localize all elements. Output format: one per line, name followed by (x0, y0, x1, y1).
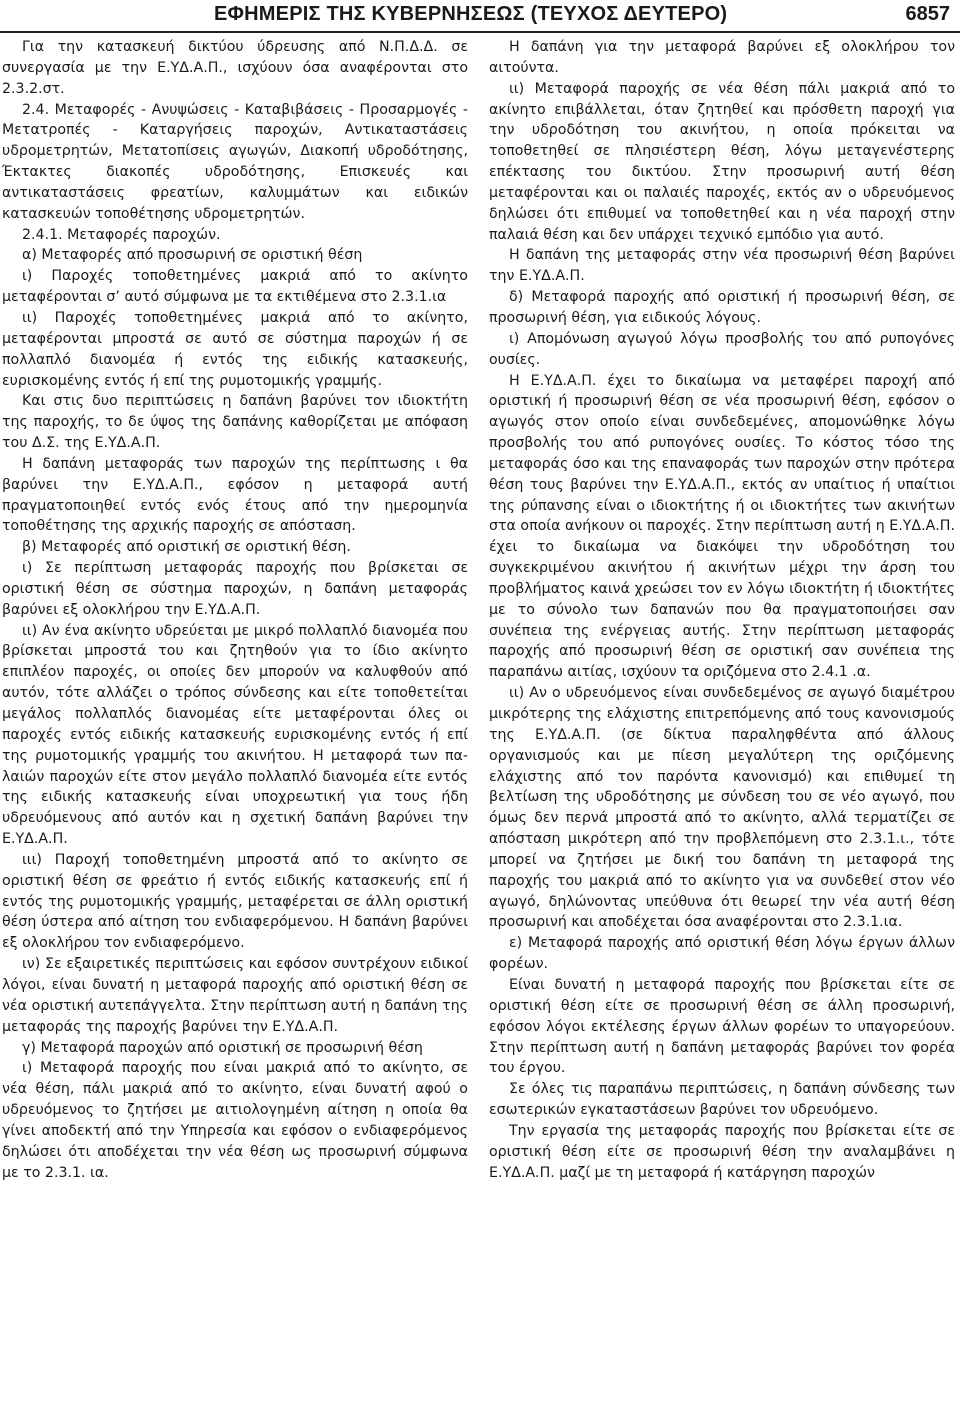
paragraph: ιν) Σε εξαιρετικές περιπτώσεις και εφόσον συντρέχουν ειδικοί λόγοι, είναι δυνατή η μεταφορά παροχής από οριστική θέση σε νέα οριστική αυτεπάγγελτα. Στην περίπτωση αυτή η δαπάνη της μεταφοράς της παροχής βαρύνει την Ε.ΥΔ.Α.Π. (2, 956, 468, 1035)
paragraph: ιι) Μεταφορά παροχής σε νέα θέση πάλι μακριά από το ακίνητο επιβάλλεται, όταν ζητηθεί και πρόσθετη παροχή για την υδροδότηση του ακινήτου, η οποία πρόκειται να τοποθετηθεί σε πλησιέστερη θέση, λόγω μεταγενέστερης επέκτασης του δικτύου. Στην προσωρινή αυτή θέση μεταφέρονται και οι παλαιές παροχές, εκτός αν ο υδρευόμενος δηλώσει ότι επιθυμεί να τοποθετηθεί και η νέα παροχή στην παλαιά θέση και δεν υπάρχει τεχνικό εμπόδιο για αυτό. (489, 80, 955, 243)
paragraph: ι) Μεταφορά παροχής που είναι μακριά από το ακίνητο, σε νέα θέση, πάλι μακριά από το ακίνητο, είναι δυνατή αφού ο υδρευόμενος το ζητήσει με αιτιολογημένη αίτηση η οποία θα γίνει αποδεκτή από την Υπηρεσία και εφόσον ο ενδιαφερόμενος δηλώσει ότι αποδέχεται την νέα θέση ως προσωρινή σύμφωνα με το 2.3.1. ια. (2, 1060, 468, 1181)
paragraph: ιιι) Παροχή τοποθετημένη μπροστά από το ακίνητο σε οριστική θέση σε φρεάτιο ή εντός ειδικής κατασκευής επί ή εντός της ρυμοτομικής γραμμής, μεταφέρεται σε άλλη οριστική θέση ύστερα από αίτηση του ενδιαφερόμενου. Η δαπάνη βαρύνει εξ ολοκλήρου τον ενδιαφερόμενο. (2, 851, 468, 952)
paragraph: Η Ε.ΥΔ.Α.Π. έχει το δικαίωμα να μεταφέρει παροχή από οριστική ή προσωρινή θέση σε νέα προσωρινή θέση, εφόσον ο αγωγός στον οποίο είναι συνδεδεμένες, απομονώθηκε λόγω προσβολής του από ρυπογόνες ουσίες. Το κόστος τόσο της μεταφοράς όσο και της επαναφοράς των παροχών στην πρότερα θέση τους βαρύνει την Ε.ΥΔ.Α.Π., εκτός αν υπαίτιος ή υπαίτιοι της ρύπανσης είναι ο ιδιοκτήτης ή οι ιδιοκτήτες των ακινήτων στα οποία ανήκουν οι παροχές. Στην περίπτωση αυτή η Ε.ΥΔ.Α.Π. έχει το δικαίωμα να διακόψει την υδροδότηση του συγκεκριμένου ακινήτου ή ακινήτων μέχρι την άρση του προβλήματος καινά χρεώσει τον εν λόγω ιδιοκτήτη ή ιδιοκτήτες με το σύνολο των δαπανών που θα πραγματοποιήσει σαν συνέπεια της ενέργειας αυτής. Στην περίπτωση μεταφοράς παροχής από προσωρινή θέση σε οριστική σαν συνέπεια της παραπάνω αιτίας, ισχύουν τα οριζόμενα στο 2.4.1 .α. (489, 372, 955, 681)
paragraph: Την εργασία της μεταφοράς παροχής που βρίσκεται είτε σε οριστική θέση είτε σε προσωρινή θέση την αναλαμβάνει η Ε.ΥΔ.Α.Π. μαζί με τη μεταφορά ή κατάργηση παροχών (489, 1122, 955, 1181)
page-header (0, 0, 960, 30)
page-number: 6857 (905, 3, 950, 25)
right-column (489, 37, 955, 1183)
paragraph: ιι) Αν ένα ακίνητο υδρεύεται με μικρό πολλαπλό διανομέα που βρίσκεται μπροστά του και ζητηθούν για το ίδιο ακίνητο επιπλέον παροχές, οι οποίες δεν μπορούν να καλυφθούν από αυτόν, τότε αλλάζει ο τρόπος σύνδεσης και είτε τοποθετείται μεγάλος πολλαπλός διανομέας είτε μεταφέρονται όλες οι παροχές εντός ειδικής κατασκευής ευρισκομένης εντός ή επί της ρυμοτομικής γραμμής του ακινήτου. Η μεταφορά των παλαιών παροχών είτε στον μεγάλο πολλαπλό διανομέα είτε εντός της ειδικής κατασκευής είναι υποχρεωτική για τους ήδη υδρευόμενους από αυτόν και η σχετική δαπάνη βαρύνει την Ε.ΥΔ.Α.Π. (2, 622, 468, 848)
paragraph: ιι) Παροχές τοποθετημένες μακριά από το ακίνητο, μεταφέρονται μπροστά σε αυτό σε σύστημα παροχών ή σε πολλαπλό διανομέα ή εντός της ειδικής κατασκευής, ευρισκομένης εντός ή επί της ρυμοτομικής γραμμής. (2, 309, 468, 389)
header-divider (0, 31, 960, 33)
paragraph: ι) Σε περίπτωση μεταφοράς παροχής που βρίσκεται σε οριστική θέση σε σύστημα παροχών, η δαπάνη μεταφοράς βαρύνει εξ ολοκλήρου την Ε.ΥΔ.Α.Π. (2, 560, 468, 618)
paragraph: Είναι δυνατή η μεταφορά παροχής που βρίσκεται είτε σε οριστική θέση είτε σε προσωρινή θέση σε άλλη προσωρινή, εφόσον λόγοι εκτέλεσης έργων άλλων φορέων το υπαγορεύουν. Στην περίπτωση αυτή η δαπάνη μεταφοράς βαρύνει τον φορέα του έργου. (489, 976, 955, 1077)
paragraph: ιι) Αν ο υδρευόμενος είναι συνδεδεμένος σε αγωγό διαμέτρου μικρότερης της ελάχιστης επιτρεπόμενης από τους κανονισμούς της Ε.ΥΔ.Α.Π. (σε δίκτυα παραληφθέντα από άλλους οργανισμούς και με πίεση μεγαλύτερη της οριζόμενης ελάχιστης από τον παρόντα κανονισμό) και επιθυμεί τη βελτίωση της υδροδότησης με σύνδεση του σε νέο αγωγό, που όμως δεν περνά μπροστά από το ακίνητο, αλλά τερματίζει σε απόσταση μικρότερη από την προβλεπόμενη στο 2.3.1.ι., τότε μπορεί να ζητήσει με δική του δαπάνη τη μεταφορά της παροχής του μακριά από το ακίνητο για να συνδεθεί στον νέο αγωγό, δηλώνοντας υπεύθυνα ότι θεωρεί την νέα αυτή θέση προσωρινή και αποδέχεται όσα αναφέρονται στο 2.3.1.ια. (489, 685, 955, 931)
paragraph: Σε όλες τις παραπάνω περιπτώσεις, η δαπάνη σύνδεσης των εσωτερικών εγκαταστάσεων βαρύνει τον υδρευόμενο. (489, 1081, 955, 1119)
paragraph: Η δαπάνη μεταφοράς των παροχών της περίπτωσης ι θα βαρύνει την Ε.ΥΔ.Α.Π., εφόσον η μεταφορά αυτή πραγματοποιηθεί εντός ενός έτους από την ημερομηνία τοποθέτησης της αρχικής παροχής σε απόσταση. (2, 455, 468, 535)
paragraph: Η δαπάνη της μεταφοράς στην νέα προσωρινή θέση βαρύνει την Ε.ΥΔ.Α.Π. (489, 247, 955, 285)
paragraph: ι) Απομόνωση αγωγού λόγω προσβολής του από ρυπογόνες ουσίες. (489, 330, 955, 368)
paragraph: ι) Παροχές τοποθετημένες μακριά από το ακίνητο μεταφέρονται σ’ αυτό σύμφωνα με τα εκτιθέμενα στο 2.3.1.ια (2, 268, 468, 306)
paragraph: β) Μεταφορές από οριστική σε οριστική θέση. (22, 539, 351, 556)
paragraph: Και στις δυο περιπτώσεις η δαπάνη βαρύνει τον ιδιοκτήτη της παροχής, το δε ύψος της δαπάνης καθορίζεται με απόφαση του Δ.Σ. της Ε.ΥΔ.Α.Π. (2, 393, 468, 452)
subsection-heading: 2.4.1. Μεταφορές παροχών. (22, 226, 221, 243)
paragraph: Η δαπάνη για την μεταφορά βαρύνει εξ ολοκλήρου τον αιτούντα. (489, 39, 955, 76)
publication-title: ΕΦΗΜΕΡΙΣ ΤΗΣ ΚΥΒΕΡΝΗΣΕΩΣ (ΤΕΥΧΟΣ ΔΕΥΤΕΡΟ) (214, 3, 728, 25)
section-heading: 2.4. Μεταφορές - Ανυψώσεις - Καταβιβάσεις - Προσαρμογές - Μετατροπές - Καταργήσεις παροχών, Αντικαταστάσεις υδρομετρητών, Μετατοπίσεις αγωγών, Διακοπή υδροδότησης, Έκτακτες διακοπές υδροδότησης, Επισκευές και αντικαταστάσεις φρεατίων, καλυμμάτων και ειδικών κατασκευών τοποθέτησης υδρομετρητών. (2, 101, 468, 222)
paragraph: γ) Μεταφορά παροχών από οριστική σε προσωρινή θέση (22, 1039, 423, 1056)
left-column (2, 37, 468, 1183)
paragraph: α) Μεταφορές από προσωρινή σε οριστική θέση (22, 247, 363, 264)
paragraph: δ) Μεταφορά παροχής από οριστική ή προσωρινή θέση, σε προσωρινή θέση, για ειδικούς λόγους. (489, 289, 955, 326)
paragraph: Για την κατασκευή δικτύου ύδρευσης από Ν.Π.Δ.Δ. σε συνεργασία με την Ε.ΥΔ.Α.Π., ισχύουν όσα αναφέρονται στο 2.3.2.στ. (2, 39, 468, 97)
paragraph: ε) Μεταφορά παροχής από οριστική θέση λόγω έργων άλλων φορέων. (489, 935, 955, 973)
